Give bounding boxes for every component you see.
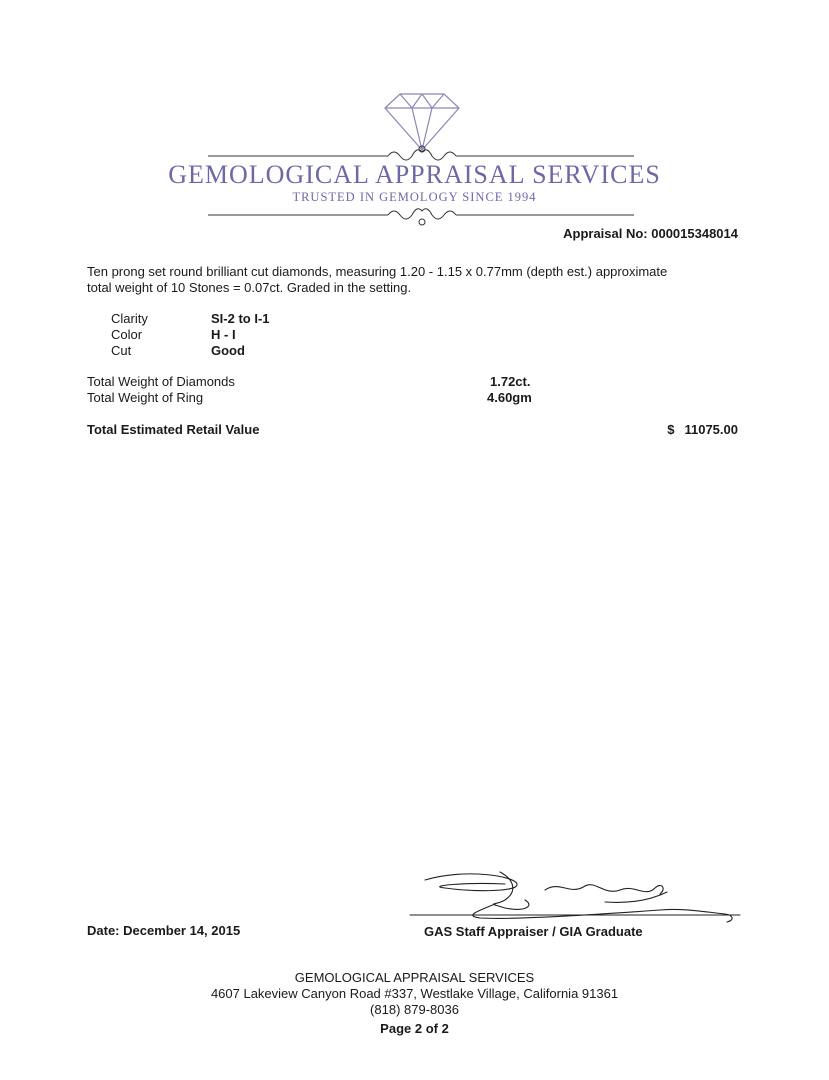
grade-value: Good <box>211 343 245 358</box>
item-description <box>87 264 747 296</box>
footer-address: 4607 Lakeview Canyon Road #337, Westlake Village, California 91361 <box>210 986 619 1001</box>
total-value <box>667 422 738 437</box>
diamond-icon <box>385 94 459 150</box>
grade-label: Cut <box>111 343 132 358</box>
description-line-1: Ten prong set round brilliant cut diamonds, measuring 1.20 - 1.15 x 0.77mm (depth est.) approximate <box>87 264 668 279</box>
grade-label: Color <box>111 327 143 342</box>
appraiser-title: GAS Staff Appraiser / GIA Graduate <box>424 924 643 939</box>
weight-label: Total Weight of Diamonds <box>87 374 235 389</box>
currency-symbol: $ <box>667 422 675 437</box>
total-amount: 11075.00 <box>684 422 738 437</box>
weight-label: Total Weight of Ring <box>87 390 204 405</box>
appraiser-signature <box>405 862 745 932</box>
grade-label: Clarity <box>111 311 148 326</box>
grade-value: SI-2 to I-1 <box>211 311 270 326</box>
footer-phone: (818) 879-8036 <box>370 1002 459 1017</box>
page-number: Page 2 of 2 <box>380 1021 449 1036</box>
grade-value: H - I <box>211 327 236 342</box>
company-name: GEMOLOGICAL APPRAISAL SERVICES <box>168 160 661 189</box>
appraisal-date: Date: December 14, 2015 <box>87 923 241 938</box>
company-tagline: TRUSTED IN GEMOLOGY SINCE 1994 <box>292 190 537 204</box>
footer-company: GEMOLOGICAL APPRAISAL SERVICES <box>294 970 535 985</box>
bottom-ornament-divider <box>208 209 634 225</box>
appraisal-number: Appraisal No: 000015348014 <box>563 226 738 241</box>
weight-value: 4.60gm <box>487 390 532 405</box>
weight-value: 1.72ct. <box>490 374 531 389</box>
total-value-label: Total Estimated Retail Value <box>87 422 260 437</box>
description-line-2: total weight of 10 Stones = 0.07ct. Graded in the setting. <box>87 280 412 295</box>
